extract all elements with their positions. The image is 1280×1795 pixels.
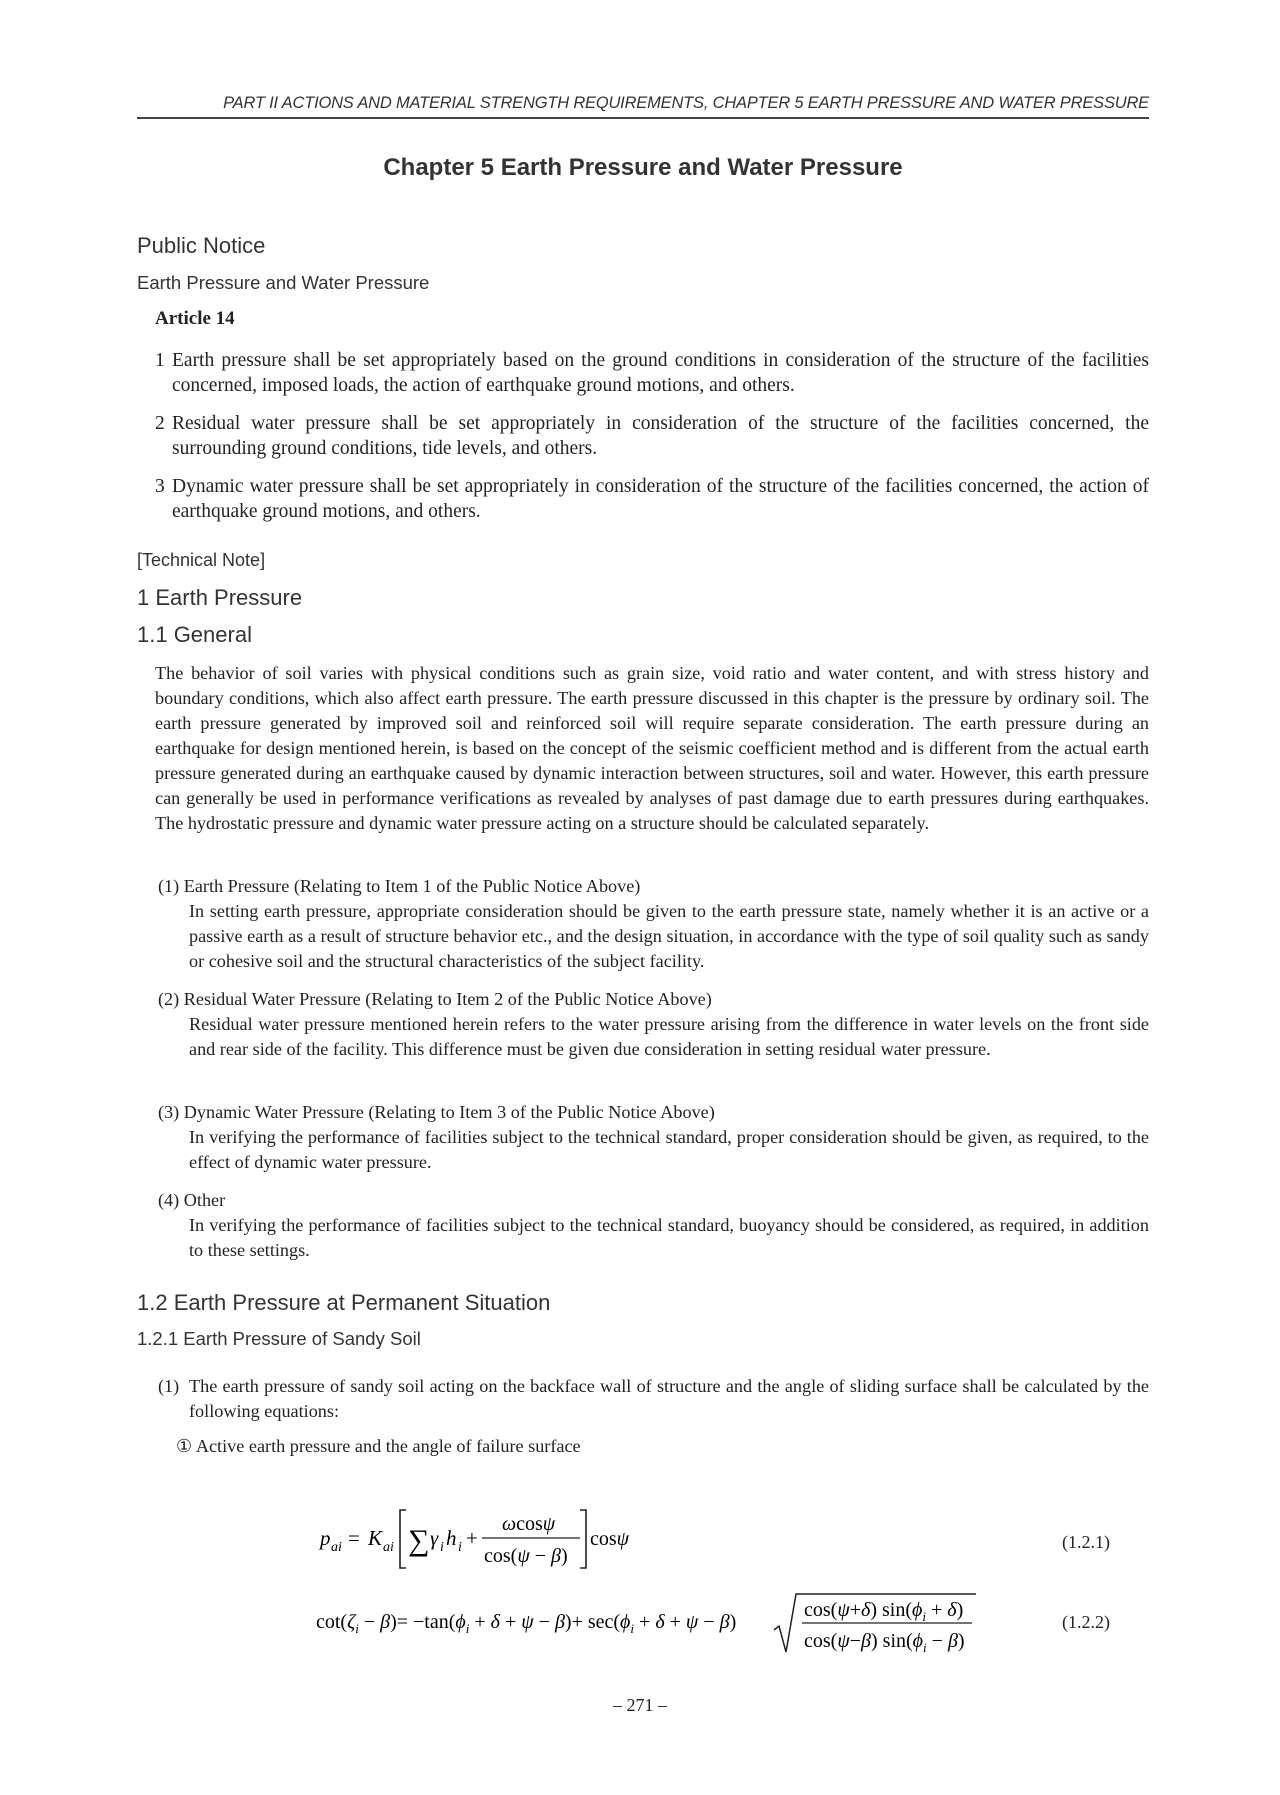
sandy-item-number: (1)	[158, 1376, 180, 1396]
chapter-title: Chapter 5 Earth Pressure and Water Pressure	[383, 154, 903, 181]
article-item-number: 3	[155, 476, 165, 497]
running-head: PART II ACTIONS AND MATERIAL STRENGTH REQUIREMENTS, CHAPTER 5 EARTH PRESSURE AND WATER PRESSURE	[223, 94, 1149, 112]
svg-text:h: h	[446, 1526, 457, 1550]
general-paragraph: The behavior of soil varies with physical conditions such as grain size, void ratio and water content, and with stress history and boundary conditions, which also affect earth pressure. The earth pressure discussed in this chapter is the pressure by ordinary soil. The earth pressure generated by improved soil and reinforced soil will require separate consideration. The earth pressure during an earthquake for design mentioned herein, is based on the concept of the seismic coefficient method and is different from the actual earth pressure generated during an earthquake caused by dynamic interaction between structures, soil and water. However, this earth pressure can generally be used in performance verifications as revealed by analyses of past damage due to earth pressures during earthquakes. The hydrostatic pressure and dynamic water pressure acting on a structure should be calculated separately.	[155, 663, 1149, 833]
svg-text:cot(ζi − β)= −tan(ϕi + δ + ψ −: $\cot(\zeta_i - \beta)= -\tan(\phi_i + \delta + \psi - \beta)+ \sec(\phi_i + \delta + \psi - \beta)$	[316, 1611, 737, 1636]
svg-text:p: p	[320, 1526, 331, 1550]
svg-text:i: i	[440, 1540, 444, 1555]
svg-text:cosψ: cosψ	[590, 1528, 630, 1550]
svg-text:ωcosψ: ωcosψ	[502, 1513, 556, 1535]
subitem-title: (2) Residual Water Pressure (Relating to Item 2 of the Public Notice Above)	[158, 989, 712, 1009]
subitem-earth-pressure	[158, 874, 1149, 974]
article-item-3	[155, 474, 1149, 524]
svg-text:K: K	[368, 1526, 383, 1550]
subitem-other	[158, 1188, 1149, 1263]
subitem-title: (4) Other	[158, 1190, 226, 1210]
header-rule	[137, 117, 1149, 119]
article-item-number: 1	[155, 350, 165, 371]
article-item-text: Residual water pressure shall be set appropriately in consideration of the structure of the facilities concerned, the surrounding ground conditions, tide levels, and others.	[172, 413, 1149, 459]
svg-text:i: i	[458, 1540, 462, 1555]
article-item-1	[155, 348, 1149, 398]
section-heading-1-1: 1.1 General	[137, 622, 252, 647]
equation-1-2-2	[316, 1590, 996, 1660]
article-item-number: 2	[155, 413, 165, 434]
svg-text:cos(ψ+δ) sin(ϕi + δ): cos(ψ+δ) $\sin(\phi_i + \delta)$	[804, 1599, 964, 1624]
subitem-title: (1) Earth Pressure (Relating to Item 1 of the Public Notice Above)	[158, 876, 641, 896]
circled-item-active-pressure: ① Active earth pressure and the angle of failure surface	[176, 1436, 581, 1456]
svg-text:cos(ψ − β): cos(ψ − β)	[484, 1545, 568, 1567]
section-heading-1-2: 1.2 Earth Pressure at Permanent Situation	[137, 1290, 551, 1315]
equation-1-2-1	[318, 1500, 658, 1580]
equation-number-1-2-1: (1.2.1)	[1062, 1532, 1110, 1552]
subitem-dynamic-water-pressure	[158, 1100, 1149, 1175]
article-item-text: Earth pressure shall be set appropriately based on the ground conditions in consideration of the structure of the facilities concerned, imposed loads, the action of earthquake ground motions, and others.	[172, 350, 1149, 396]
subitem-body: In verifying the performance of facilities subject to the technical standard, proper consideration should be given, as required, to the effect of dynamic water pressure.	[189, 1127, 1149, 1172]
section-heading-1-2-1: 1.2.1 Earth Pressure of Sandy Soil	[137, 1328, 421, 1349]
sandy-item-text: The earth pressure of sandy soil acting on the backface wall of structure and the angle of sliding surface shall be calculated by the following equations:	[189, 1376, 1149, 1421]
public-notice-heading: Public Notice	[137, 233, 266, 258]
article-item-text: Dynamic water pressure shall be set appropriately in consideration of the structure of the facilities concerned, the action of earthquake ground motions, and others.	[172, 476, 1149, 522]
svg-text:=: =	[348, 1526, 360, 1550]
page-number: – 271 –	[613, 1695, 667, 1715]
subitem-residual-water-pressure	[158, 987, 1149, 1062]
subitem-body: In verifying the performance of facilities subject to the technical standard, buoyancy should be considered, as required, in addition to these settings.	[189, 1215, 1149, 1260]
public-notice-subheading: Earth Pressure and Water Pressure	[137, 272, 430, 293]
section-heading-1: 1 Earth Pressure	[137, 585, 303, 610]
equation-number-1-2-2: (1.2.2)	[1062, 1612, 1110, 1632]
technical-note-label: [Technical Note]	[137, 550, 266, 570]
sandy-soil-item	[158, 1374, 1149, 1424]
subitem-title: (3) Dynamic Water Pressure (Relating to Item 3 of the Public Notice Above)	[158, 1102, 715, 1122]
svg-text:∑: ∑	[408, 1524, 430, 1557]
svg-text:+: +	[466, 1526, 478, 1550]
subitem-body: In setting earth pressure, appropriate consideration should be given to the earth pressure state, namely whether it is an active or a passive earth as a result of structure behavior etc., and the design situation, in accordance with the type of soil quality such as sandy or cohesive soil and the structural characteristics of the subject facility.	[189, 901, 1149, 971]
subitem-body: Residual water pressure mentioned herein refers to the water pressure arising from the difference in water levels on the front side and rear side of the facility. This difference must be given due consideration in setting residual water pressure.	[189, 1014, 1149, 1059]
article-title: Article 14	[155, 308, 235, 329]
svg-text:ai: ai	[331, 1540, 342, 1555]
svg-text:γ: γ	[430, 1526, 439, 1550]
article-item-2	[155, 411, 1149, 461]
svg-text:ai: ai	[383, 1540, 394, 1555]
svg-text:cos(ψ−β) sin(ϕi − β): cos(ψ−β) $\sin(\phi_i - \beta)$	[804, 1630, 965, 1655]
